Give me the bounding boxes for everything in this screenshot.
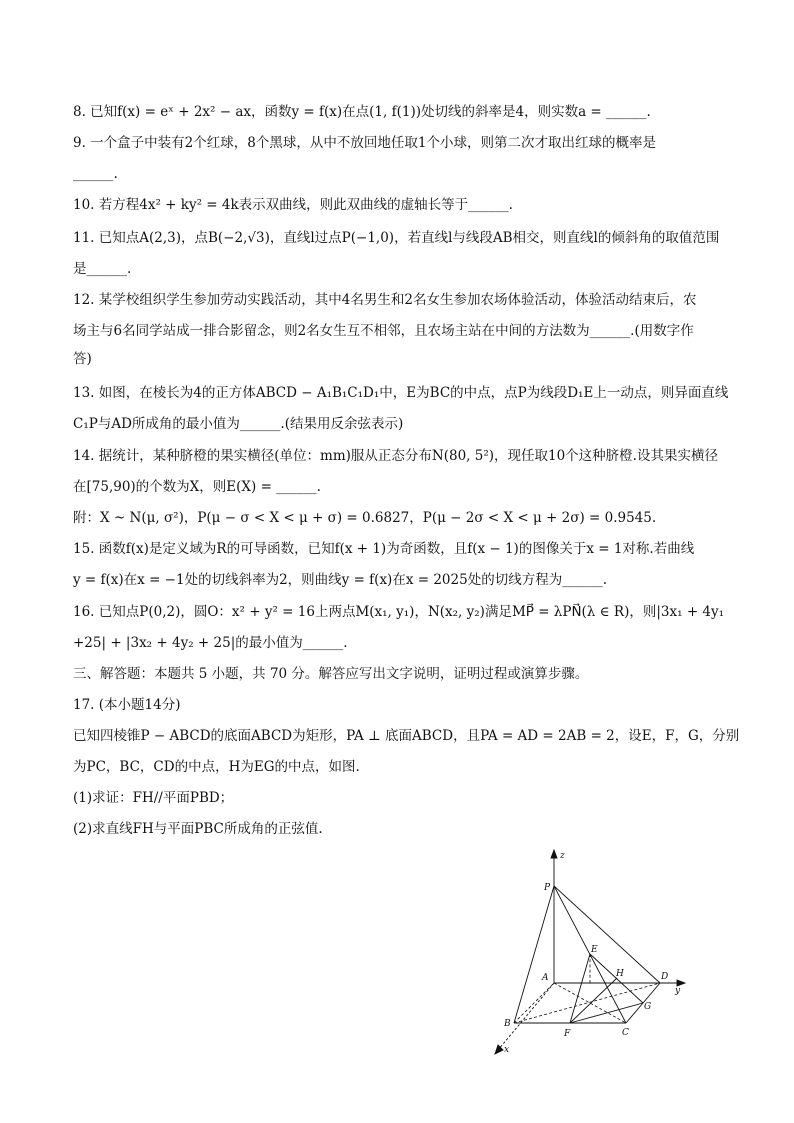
label-B: B <box>504 1019 511 1029</box>
label-A: A <box>542 973 549 983</box>
problem-10: 10. 若方程4x² + ky² = 4k表示双曲线，则此双曲线的虚轴长等于______. <box>73 197 513 213</box>
problem-17-line-1: 已知四棱锥P − ABCD的底面ABCD为矩形，PA ⊥ 底面ABCD，且PA = AD = 2AB = 2，设E，F，G，分别 <box>73 728 740 744</box>
problem-12-line-1: 12. 某学校组织学生参加劳动实践活动，其中4名男生和2名女生参加农场体验活动，体验活动结束后，农 <box>73 292 697 308</box>
problem-13-line-1: 13. 如图，在棱长为4的正方体ABCD − A₁B₁C₁D₁中，E为BC的中点，点P为线段D₁E上一动点，则异面直线 <box>73 385 729 401</box>
pyramid-figure <box>492 846 697 1058</box>
problem-13-line-2: C₁P与AD所成角的最小值为______.(结果用反余弦表示) <box>73 416 404 432</box>
label-H: H <box>616 969 624 979</box>
problem-14-line-2: 在[75,90)的个数为X，则E(X) = ______. <box>73 479 321 495</box>
figure-labels <box>503 851 681 1055</box>
problem-17-part-1: (1)求证：FH//平面PBD； <box>73 790 234 806</box>
problem-9-line-2: ______. <box>73 166 118 182</box>
problem-12-line-2: 场主与6名同学站成一排合影留念，则2名女生互不相邻，且农场主站在中间的方法数为______.(用数字作 <box>73 323 694 339</box>
label-E: E <box>591 945 598 955</box>
problem-14-line-1: 14. 据统计，某种脐橙的果实横径(单位：mm)服从正态分布N(80, 5²)，现任取10个这种脐橙.设其果实横径 <box>73 448 718 464</box>
problem-14-note: 附：X ~ N(μ, σ²)，P(μ − σ < X < μ + σ) = 0.6827，P(μ − 2σ < X < μ + 2σ) = 0.9545. <box>73 510 657 526</box>
problem-12-line-3: 答) <box>73 351 92 367</box>
x-axis <box>498 983 554 1050</box>
problem-11-line-2: 是______. <box>73 261 132 277</box>
problem-16-line-1: 16. 已知点P(0,2)，圆O：x² + y² = 16上两点M(x₁, y₁)，N(x₂, y₂)满足MP⃗ = λPN⃗(λ ∈ R)，则|3x₁ + 4y₁ <box>73 604 725 620</box>
edge-PD <box>554 886 660 983</box>
label-P: P <box>544 883 551 893</box>
problem-15-line-1: 15. 函数f(x)是定义域为R的可导函数，已知f(x + 1)为奇函数，且f(x − 1)的图像关于x = 1对称.若曲线 <box>73 541 695 557</box>
problem-9-line-1: 9. 一个盒子中装有2个红球，8个黑球，从中不放回地任取1个小球，则第二次才取出红球的概率是 <box>73 135 656 151</box>
label-y: y <box>675 986 681 996</box>
label-C: C <box>622 1028 629 1038</box>
label-F: F <box>564 1029 571 1039</box>
segment-EF <box>570 954 590 1023</box>
x-axis-arrow <box>495 1045 503 1054</box>
problem-17-line-2: 为PC，BC，CD的中点，H为EG的中点，如图. <box>73 759 360 775</box>
pyramid-edges <box>514 886 660 1023</box>
section-3-heading: 三、解答题：本题共 5 小题，共 70 分。解答应写出文字说明，证明过程或演算步骤。 <box>73 666 589 682</box>
problem-8: 8. 已知f(x) = eˣ + 2x² − ax，函数y = f(x)在点(1, f(1))处切线的斜率是4，则实数a = ______. <box>73 104 651 120</box>
problem-15-line-2: y = f(x)在x = −1处的切线斜率为2，则曲线y = f(x)在x = 2025处的切线方程为______. <box>73 572 607 588</box>
problem-17-heading: 17. (本小题14分) <box>73 697 181 713</box>
problem-11-line-1: 11. 已知点A(2,3)，点B(−2,√3)，直线l过点P(−1,0)，若直线l与线段AB相交，则直线l的倾斜角的取值范围 <box>73 230 720 246</box>
label-G: G <box>644 1002 652 1012</box>
label-D: D <box>661 972 669 982</box>
problem-16-line-2: +25| + |3x₂ + 4y₂ + 25|的最小值为______. <box>73 635 348 651</box>
problem-17-part-2: (2)求直线FH与平面PBC所成角的正弦值. <box>73 821 323 837</box>
z-axis-arrow <box>551 850 557 858</box>
label-z: z <box>560 851 565 861</box>
diagonal-BD <box>514 983 660 1023</box>
label-x: x <box>504 1045 510 1055</box>
